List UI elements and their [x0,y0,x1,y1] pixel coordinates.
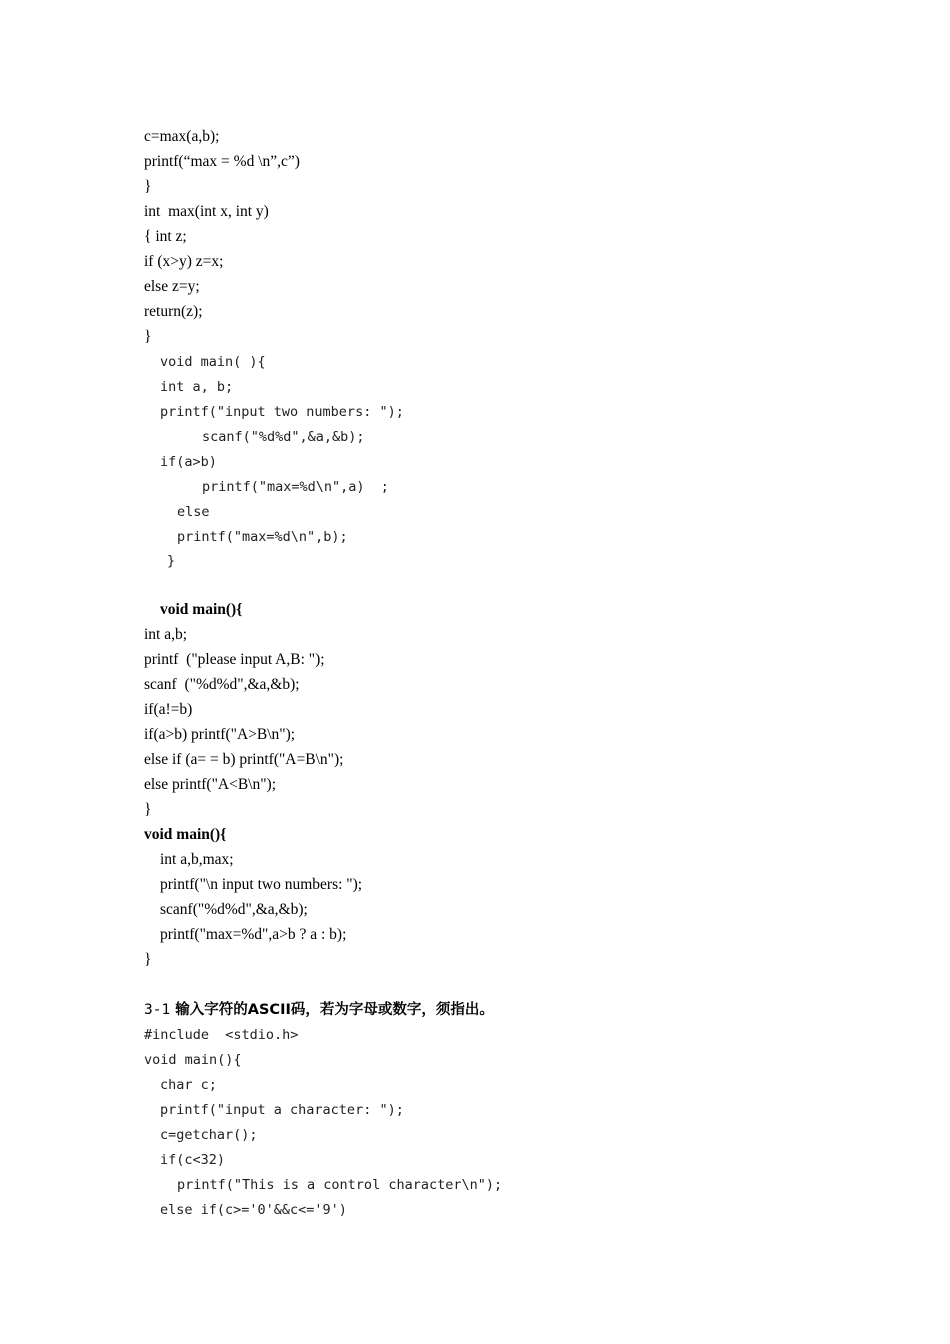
code-line: if(a!=b) [144,701,193,718]
code-line: scanf("%d%d",&a,&b); [202,429,365,445]
code-line: #include <stdio.h> [144,1027,299,1043]
code-line: return(z); [144,303,203,320]
code-line: if(a>b) [160,454,217,470]
code-line: else if(c>='0'&&c<='9') [160,1202,347,1218]
code-line: c=max(a,b); [144,128,220,145]
code-line: printf("This is a control character\n"); [177,1177,503,1193]
code-line: int a, b; [160,379,234,395]
code-line: printf("input a character: "); [160,1102,404,1118]
code-line: printf("max=%d\n",a) ; [202,479,389,495]
code-line: { int z; [144,228,187,245]
code-line: scanf("%d%d",&a,&b); [160,901,308,918]
code-line: scanf ("%d%d",&a,&b); [144,676,300,693]
section-number: 3-1 [144,1002,171,1018]
code-line: c=getchar(); [160,1127,258,1143]
code-line: printf(“max = %d \n”,c”) [144,153,300,170]
code-line: printf("max=%d\n",b); [177,529,348,545]
section-heading [144,1000,494,1020]
code-line: else if (a= = b) printf("A=B\n"); [144,751,344,768]
code-line: void main( ){ [160,354,266,370]
code-line: else [177,504,210,520]
code-line: printf("max=%d",a>b ? a : b); [160,926,347,943]
code-line: if (x>y) z=x; [144,253,224,270]
code-line: void main(){ [144,1052,242,1068]
code-line: else printf("A<B\n"); [144,776,277,793]
code-line: } [167,553,176,569]
code-line: } [144,178,152,195]
code-line: printf ("please input A,B: "); [144,651,325,668]
code-line: void main(){ [144,826,227,843]
code-line: } [144,328,152,345]
code-line: int max(int x, int y) [144,203,269,220]
code-line: printf("\n input two numbers: "); [160,876,363,893]
code-line: if(c<32) [160,1152,226,1168]
code-line: char c; [160,1077,217,1093]
section-title: 输入字符的ASCII码，若为字母或数字，须指出。 [175,1002,494,1018]
code-line: int a,b,max; [160,851,234,868]
code-line: } [144,951,152,968]
code-line: if(a>b) printf("A>B\n"); [144,726,296,743]
code-line: void main(){ [160,601,243,618]
code-line: printf("input two numbers: "); [160,404,404,420]
code-line: } [144,801,152,818]
code-line: else z=y; [144,278,200,295]
code-line: int a,b; [144,626,188,643]
